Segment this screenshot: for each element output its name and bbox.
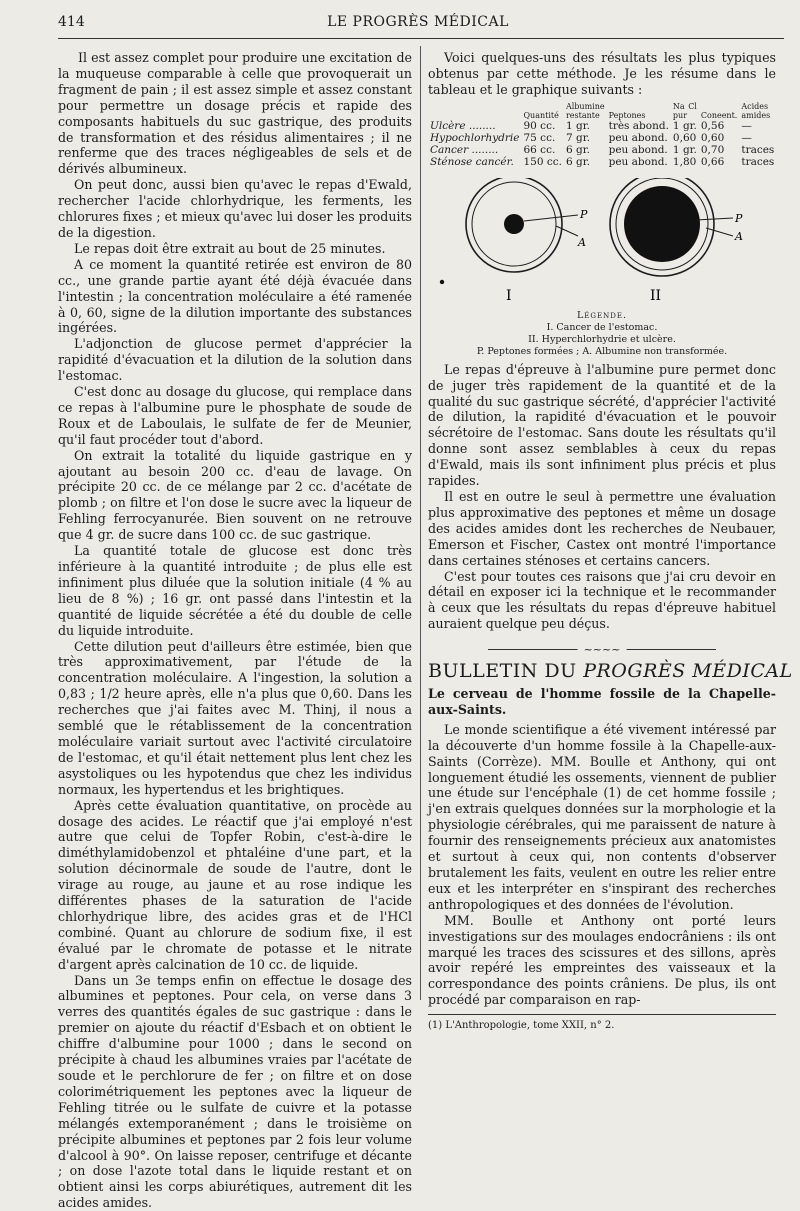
table-row	[428, 144, 776, 156]
table-cell: 0,56	[700, 119, 725, 132]
paragraph: Le repas d'épreuve à l'albumine pure permet donc de juger très rapidement de la quantité et de la qualité du suc gastrique sécrété, d'apprécier l'activité de dilution, la rapidité d'évacuation et le pouvoir sécrétoire de l'estomac. Sans doute les résultats qu'il donne sont assez semblables à ceux du repas d'Ewald, mais ils sont infiniment plus précis et plus rapides.	[428, 361, 776, 489]
table-cell: 1,80	[672, 155, 697, 168]
table-cell: 0,60	[672, 131, 697, 144]
table-cell: Ulcère ........	[430, 119, 496, 132]
table-header-cell: Coneent.	[700, 110, 738, 120]
table-cell: peu abond.	[608, 155, 668, 168]
table-header-row	[428, 102, 776, 120]
article-title: Le cerveau de l'homme fossile de la Chapelle-aux-Saints.	[428, 686, 776, 717]
bulletin-journal: PROGRÈS MÉDICAL	[583, 660, 793, 683]
paragraph: Il est assez complet pour produire une excitation de la muqueuse comparable à celle que provoquerait un fragment de pain ; il est assez simple et assez constant pour permettre un dosage précis et rapide des composants habituels du suc gastrique, des produits de transformation et des résidus alimentaires ; il ne renferme que des traces négligeables de sels et de dérivés albumineux.	[58, 50, 412, 177]
paragraph: C'est pour toutes ces raisons que j'ai cru devoir en détail en exposer ici la technique et le recommander à ceux que les résultats du repas d'épreuve habituel auraient quelque peu déçus.	[428, 568, 776, 632]
table-cell: 0,66	[700, 155, 725, 168]
table-cell: 0,70	[700, 143, 725, 156]
section-separator	[428, 642, 776, 656]
table-cell: traces	[741, 155, 775, 168]
table-header-cell	[428, 102, 521, 120]
results-table	[428, 102, 776, 168]
table-row	[428, 156, 776, 168]
paragraph: A ce moment la quantité retirée est environ de 80 cc., une grande partie ayant été déjà évacuée dans l'intestin ; la concentration moléculaire a été ramenée à 0, 60, signe de la dilution importante des substances ingérées.	[58, 256, 412, 336]
diagram-svg	[428, 178, 776, 308]
paragraph: Il est en outre le seul à permettre une évaluation plus approximative des peptones et même un dosage des acides amides dont les recherches de Neubauer, Emerson et Fischer, Castex ont montré l'importance dans certaines sténoses et certains cancers.	[428, 488, 776, 568]
label-p: P	[580, 207, 588, 221]
stomach-diagram	[428, 178, 776, 308]
table-cell: —	[741, 119, 752, 132]
pointer-line-a	[706, 228, 733, 236]
page-number: 414	[58, 14, 85, 30]
paragraph: MM. Boulle et Anthony ont porté leurs investigations sur des moulages endocrâniens : ils ont marqué les traces des scissures et des sillons, après avoir repéré les empreintes des vaisseaux et la correspondance des points crâniens. De plus, ils ont procédé par comparaison en rap-	[428, 912, 776, 1008]
paragraph: L'adjonction de glucose permet d'apprécier la rapidité d'évacuation et la dilution de la solution dans l'estomac.	[58, 336, 412, 384]
table-header-cell: Albumine restante	[565, 101, 605, 120]
table-cell: Cancer ........	[430, 143, 499, 156]
bulletin-prefix: BULLETIN DU	[428, 660, 577, 683]
paragraph: Cette dilution peut d'ailleurs être estimée, bien que très approximativement, par l'étude de la concentration moléculaire. A l'ingestion, la solution a 0,83 ; 1/2 heure après, elle n'a plus que 0,60. Dans les recherches que j'ai faites avec M. Thinj, il nous a semblé que le rétablissement de la concentration moléculaire variait surtout avec l'activité circulatoire de l'estomac, et qu'il était nettement plus lent chez les asystoliques ou les hypotendus que chez les individus normaux, les hypertendus et les brightiques.	[58, 638, 412, 797]
paragraph: C'est donc au dosage du glucose, qui remplace dans ce repas à l'albumine pure le phosphate de soude de Roux et de Laboulais, le sulfate de fer de Meunier, qu'il faut procéder tout d'abord.	[58, 384, 412, 447]
diagram-figure-1	[466, 178, 588, 304]
table-header-cell: Quantité	[523, 110, 559, 120]
legend-line: I. Cancer de l'estomac.	[546, 321, 658, 333]
footnote: (1) L'Anthropologie, tome XXII, n° 2.	[428, 1014, 776, 1034]
separator-ornament: ~~~~	[578, 642, 627, 658]
label-p: P	[735, 211, 743, 225]
left-column	[58, 50, 412, 1211]
paragraph: La quantité totale de glucose est donc très inférieure à la quantité introduite ; de plus elle est infiniment plus diluée que la solution initiale (4 % au lieu de 8 %) ; 16 gr. ont passé dans l'intestin et la quantité de liquide sécrétée a été du double de celle du liquide introduite.	[58, 543, 412, 638]
paragraph: Le repas doit être extrait au bout de 25 minutes.	[74, 240, 386, 256]
table-cell: 0,60	[700, 131, 725, 144]
table-cell: Sténose cancér.	[430, 155, 514, 168]
table-cell: 90 cc.	[523, 119, 556, 132]
table-cell: peu abond.	[608, 131, 668, 144]
paragraph: On peut donc, aussi bien qu'avec le repas d'Ewald, rechercher l'acide chlorhydrique, les ferments, les chlorures fixes ; et mieux qu'avec lui doser les produits de la digestion.	[58, 177, 412, 240]
paragraph: Dans un 3e temps enfin on effectue le dosage des albumines et peptones. Pour cela, on verse dans 3 verres des quantités égales de suc gastrique : dans le premier on ajoute du réactif d'Esbach et on obtient le chiffre d'albumine pour 1000 ; dans le second on précipite à chaud les albumines vraies par l'acétate de soude et le perchlorure de fer ; on filtre et on dose colorimétriquement les peptones avec la liqueur de Fehling titrée ou le sulfate de cuivre et la potasse mélangés extemporanément ; dans le troisième on précipite albumines et peptones par 2 fois leur volume d'alcool à 90°. On laisse reposer, centrifuge et décante ; on dose l'azote total dans le liquide restant et on obtient ainsi les corps abiurétiques, autrement dit les acides amides.	[58, 972, 412, 1211]
header-rule	[58, 38, 784, 39]
figure-legend	[428, 310, 776, 358]
table-cell: Hypochlorhydrie	[430, 131, 520, 144]
peptone-disc	[504, 214, 524, 234]
diagram-figure-2	[610, 178, 743, 304]
table-header-cell: Na Cl pur	[672, 101, 697, 120]
table-row	[428, 132, 776, 144]
table-header-cell: Peptones	[608, 110, 646, 120]
roman-numeral-1: I	[506, 287, 512, 304]
table-cell: 75 cc.	[523, 131, 556, 144]
table-cell: 1 gr.	[672, 119, 697, 132]
column-divider	[420, 46, 421, 1000]
paragraph: Après cette évaluation quantitative, on procède au dosage des acides. Le réactif que j'ai employé n'est autre que celui de Topfer Robin, c'est-à-dire le diméthylamidobenzol et phtaléine d'une part, et la solution décinormale de soude de l'autre, dont le virage au rouge, au jaune et au rose indique les différentes phases de la saturation de l'acide chlorhydrique libre, des acides gras et de l'HCl combiné. Quant au chlorure de sodium fixe, il est évalué par le chromate de potasse et le nitrate d'argent après calcination de 10 cc. de liquide.	[58, 797, 412, 972]
table-cell: 6 gr.	[565, 155, 590, 168]
legend-title: Légende.	[577, 309, 627, 321]
legend-line: II. Hyperchlorhydrie et ulcère.	[528, 333, 676, 345]
ink-dot	[440, 280, 444, 284]
intro-paragraph: Voici quelques-uns des résultats les plus typiques obtenus par cette méthode. Je les résume dans le tableau et le graphique suivants :	[428, 50, 776, 97]
table-row	[428, 120, 776, 132]
paragraph: On extrait la totalité du liquide gastrique en y ajoutant au besoin 200 cc. d'eau de lavage. On précipite 20 cc. de ce mélange par 2 cc. d'acétate de plomb ; on filtre et l'on dose le sucre avec la liqueur de Fehling ferrocyanurée. Bien souvent on ne retrouve que 4 gr. de sucre dans 100 cc. de suc gastrique.	[58, 447, 412, 543]
table-cell: 150 cc.	[523, 155, 562, 168]
paragraph: Le monde scientifique a été vivement intéressé par la découverte d'un homme fossile à la Chapelle-aux-Saints (Corrèze). MM. Boulle et Anthony, qui ont longuement étudié les ossements, viennent de publier une étude sur l'encéphale (1) de cet homme fossile ; j'en extrais quelques données sur la morphologie et la physiologie cérébrales, qui me paraissent de nature à fournir des renseignements précieux aux anatomistes et surtout à ceux qui, non contents d'observer brutalement les faits, veulent en outre les relier entre eux et les interpréter en s'inspirant des recherches anthropologiques et des données de l'évolution.	[428, 721, 776, 912]
label-a: A	[735, 229, 743, 243]
table-cell: 7 gr.	[565, 131, 590, 144]
page-header	[58, 14, 778, 36]
journal-title: LE PROGRÈS MÉDICAL	[327, 14, 509, 30]
table-cell: 1 gr.	[565, 119, 590, 132]
table-header-cell: Acides amides	[741, 101, 771, 120]
table-cell: traces	[741, 143, 775, 156]
roman-numeral-2: II	[650, 287, 662, 304]
table-cell: 1 gr.	[672, 143, 697, 156]
table-cell: 6 gr.	[565, 143, 590, 156]
bulletin-heading	[428, 660, 793, 683]
table-cell: 66 cc.	[523, 143, 556, 156]
peptone-disc	[624, 186, 700, 262]
legend-line: P. Peptones formées ; A. Albumine non transformée.	[476, 345, 728, 357]
pointer-line-p	[524, 215, 578, 221]
right-column	[428, 50, 793, 1034]
pointer-line-a	[556, 226, 578, 236]
table-cell: peu abond.	[608, 143, 668, 156]
table-cell: très abond.	[608, 119, 669, 132]
table-cell: —	[741, 131, 752, 144]
label-a: A	[578, 235, 586, 249]
